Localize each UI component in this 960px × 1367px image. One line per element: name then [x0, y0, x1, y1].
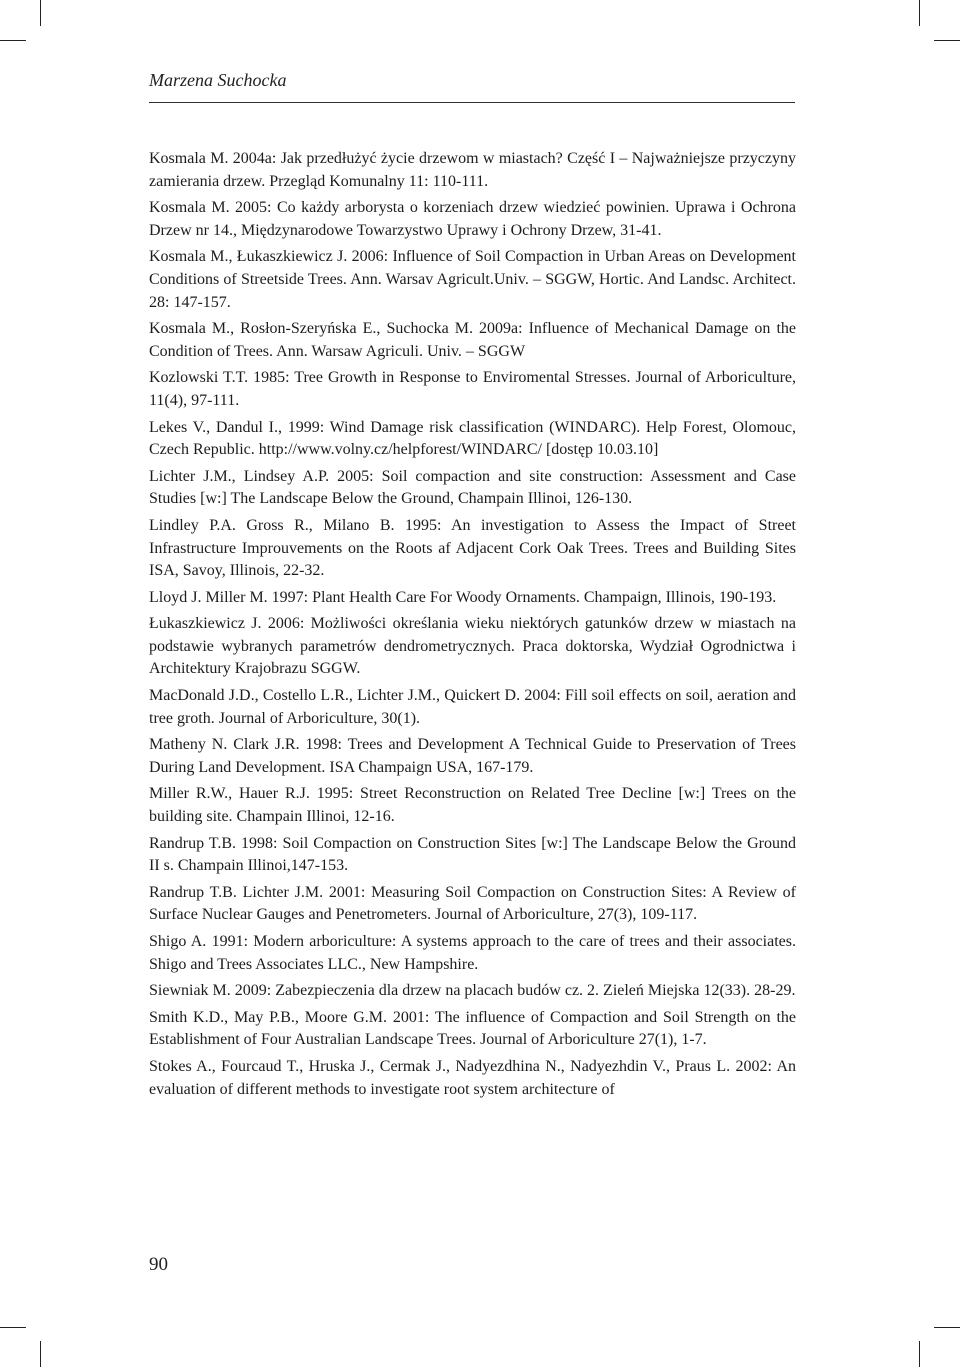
- reference-item: Kosmala M., Łukaszkiewicz J. 2006: Influence of Soil Compaction in Urban Areas on Development Conditions of Streetside Trees. Ann. Warsav Agricult.Univ. – SGGW, Hortic. And Landsc. Architect. 28: 147-157.: [149, 248, 796, 311]
- reference-item: Randrup T.B. 1998: Soil Compaction on Construction Sites [w:] The Landscape Below the Ground II s. Champain Illinoi,147-153.: [149, 834, 796, 875]
- reference-item: Łukaszkiewicz J. 2006: Możliwości określania wieku niektórych gatunków drzew w miastach na podstawie wybranych parametrów dendrometrycznych. Praca doktorska, Wydział Ogrodnictwa i Architektury Krajobrazu SGGW.: [149, 615, 796, 678]
- crop-mark: [934, 40, 960, 41]
- reference-item: MacDonald J.D., Costello L.R., Lichter J.M., Quickert D. 2004: Fill soil effects on soil, aeration and tree groth. Journal of Arboriculture, 30(1).: [149, 687, 796, 727]
- running-head-author: Marzena Suchocka: [149, 70, 287, 90]
- reference-item: Lekes V., Dandul I., 1999: Wind Damage risk classification (WINDARC). Help Forest, Olomouc, Czech Republic. http://www.volny.cz/helpforest/WINDARC/ [dostęp 10.03.10]: [149, 418, 796, 459]
- reference-item: Lindley P.A. Gross R., Milano B. 1995: An investigation to Assess the Impact of Street Infrastructure Improuvements on the Roots af Adjacent Cork Oak Trees. Trees and Building Sites ISA, Savoy, Illinois, 22-32.: [149, 516, 796, 580]
- crop-mark: [40, 0, 41, 26]
- reference-item: Kosmala M. 2004a: Jak przedłużyć życie drzewom w miastach? Część I – Najważniejsze przyczyny zamierania drzew. Przegląd Komunalny 11: 110-111.: [149, 150, 796, 190]
- reference-item: Lloyd J. Miller M. 1997: Plant Health Care For Woody Ornaments. Champaign, Illinois, 190-193.: [149, 588, 777, 606]
- reference-list: [149, 148, 796, 1105]
- reference-item: Smith K.D., May P.B., Moore G.M. 2001: The influence of Compaction and Soil Strength on the Establishment of Four Australian Landscape Trees. Journal of Arboriculture 27(1), 1-7.: [149, 1008, 796, 1049]
- reference-item: Kosmala M., Rosłon-Szeryńska E., Suchocka M. 2009a: Influence of Mechanical Damage on the Condition of Trees. Ann. Warsaw Agriculi. Univ. – SGGW: [149, 320, 796, 360]
- reference-item: Kosmala M. 2005: Co każdy arborysta o korzeniach drzew wiedzieć powinien. Uprawa i Ochrona Drzew nr 14., Międzynarodowe Towarzystwo Uprawy i Ochrony Drzew, 31-41.: [149, 199, 796, 239]
- crop-mark: [919, 1341, 920, 1367]
- reference-item: Matheny N. Clark J.R. 1998: Trees and Development A Technical Guide to Preservation of Trees During Land Development. ISA Champaign USA, 167-179.: [149, 736, 796, 776]
- reference-item: Kozlowski T.T. 1985: Tree Growth in Response to Enviromental Stresses. Journal of Arboriculture, 11(4), 97-111.: [149, 369, 796, 409]
- crop-mark: [919, 0, 920, 26]
- crop-mark: [0, 40, 26, 41]
- page-number: 90: [149, 1254, 168, 1275]
- header-rule: [149, 102, 795, 103]
- reference-item: Siewniak M. 2009: Zabezpieczenia dla drzew na placach budów cz. 2. Zieleń Miejska 12(33). 28-29.: [149, 982, 796, 1000]
- crop-mark: [934, 1327, 960, 1328]
- reference-item: Shigo A. 1991: Modern arboriculture: A systems approach to the care of trees and their associates. Shigo and Trees Associates LLC., New Hampshire.: [149, 933, 796, 973]
- reference-item: Lichter J.M., Lindsey A.P. 2005: Soil compaction and site construction: Assessment and Case Studies [w:] The Landscape Below the Ground, Champain Illinoi, 126-130.: [149, 467, 796, 508]
- reference-item: Randrup T.B. Lichter J.M. 2001: Measuring Soil Compaction on Construction Sites: A Review of Surface Nuclear Gauges and Penetrometers. Journal of Arboriculture, 27(3), 109-117.: [149, 883, 796, 924]
- crop-mark: [0, 1327, 26, 1328]
- reference-item: Stokes A., Fourcaud T., Hruska J., Cermak J., Nadyezdhina N., Nadyezhdin V., Praus L. 2002: An evaluation of different methods to investigate root system architecture of: [149, 1057, 796, 1098]
- reference-item: Miller R.W., Hauer R.J. 1995: Street Reconstruction on Related Tree Decline [w:] Trees on the building site. Champain Illinoi, 12-16.: [149, 785, 796, 826]
- crop-mark: [40, 1341, 41, 1367]
